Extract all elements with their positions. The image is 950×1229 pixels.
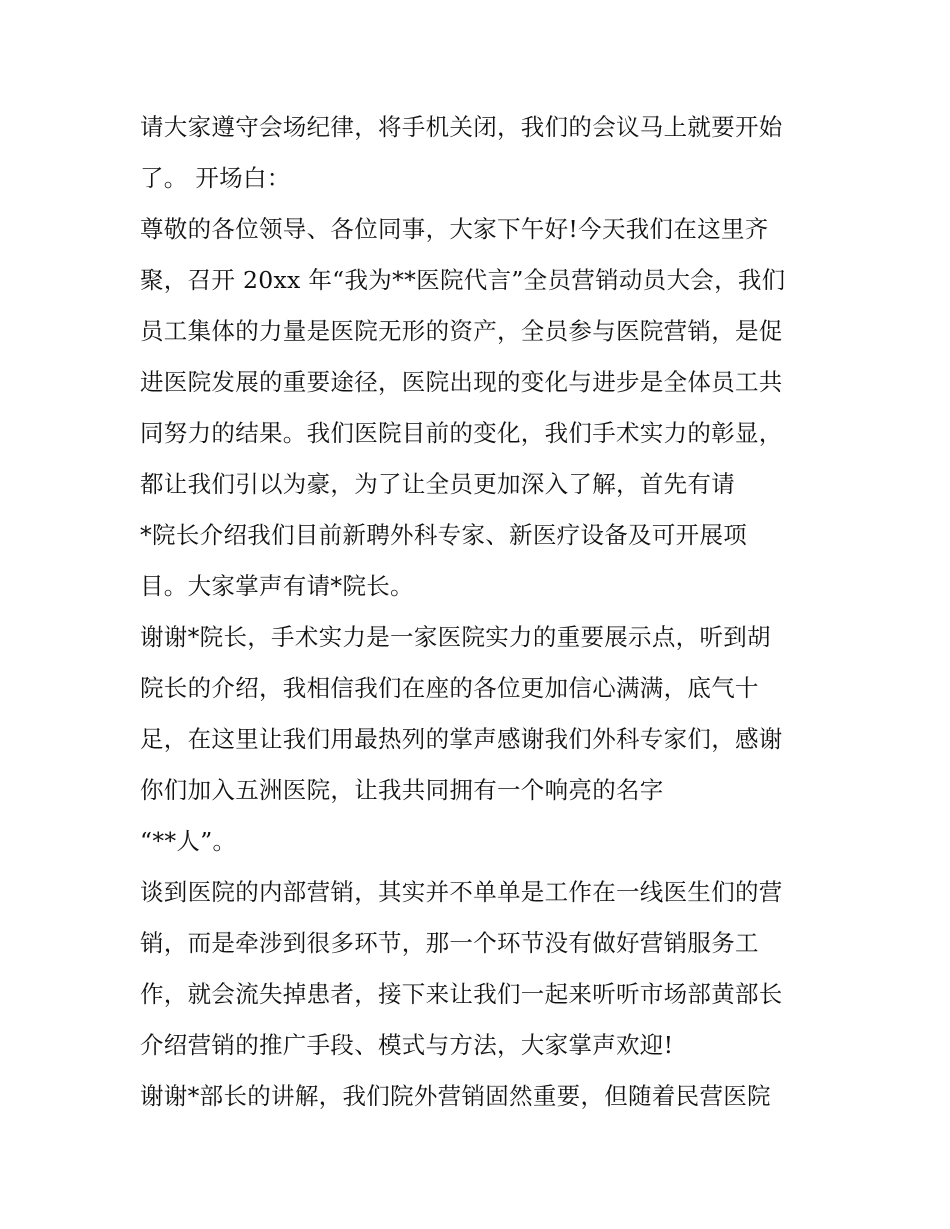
text-line: 了。 开场白：: [140, 164, 291, 192]
text-line: 尊敬的各位领导、各位同事，大家下午好!今天我们在这里齐: [140, 215, 769, 243]
text-line: “**人”。: [140, 827, 237, 855]
text-line: 聚，召开 20xx 年“我为**医院代言”全员营销动员大会，我们: [140, 266, 786, 294]
text-line: *院长介绍我们目前新聘外科专家、新医疗设备及可开展项: [140, 521, 748, 549]
text-line: 介绍营销的推广手段、模式与方法，大家掌声欢迎!: [140, 1031, 674, 1059]
text-line: 进医院发展的重要途径，医院出现的变化与进步是全体员工共: [140, 368, 783, 396]
text-line: 请大家遵守会场纪律，将手机关闭，我们的会议马上就要开始: [140, 113, 783, 141]
text-line: 销，而是牵涉到很多环节，那一个环节没有做好营销服务工: [140, 929, 759, 957]
text-line: 都让我们引以为豪，为了让全员更加深入了解，首先有请: [140, 470, 735, 498]
text-line: 你们加入五洲医院，让我共同拥有一个响亮的名字: [140, 776, 664, 804]
text-line: 足，在这里让我们用最热列的掌声感谢我们外科专家们，感谢: [140, 725, 783, 753]
text-line: 作，就会流失掉患者，接下来让我们一起来听听市场部黄部长: [140, 980, 783, 1008]
text-line: 目。大家掌声有请*院长。: [140, 572, 414, 600]
body-text: [140, 102, 820, 1122]
text-line: 谢谢*部长的讲解，我们院外营销固然重要，但随着民营医院: [140, 1082, 771, 1110]
text-line: 谈到医院的内部营销，其实并不单单是工作在一线医生们的营: [140, 878, 783, 906]
text-line: 同努力的结果。我们医院目前的变化，我们手术实力的彰显，: [140, 419, 783, 447]
text-line: 员工集体的力量是医院无形的资产，全员参与医院营销，是促: [140, 317, 783, 345]
text-line: 谢谢*院长，手术实力是一家医院实力的重要展示点，听到胡: [140, 623, 771, 651]
text-line: 院长的介绍，我相信我们在座的各位更加信心满满，底气十: [140, 674, 759, 702]
